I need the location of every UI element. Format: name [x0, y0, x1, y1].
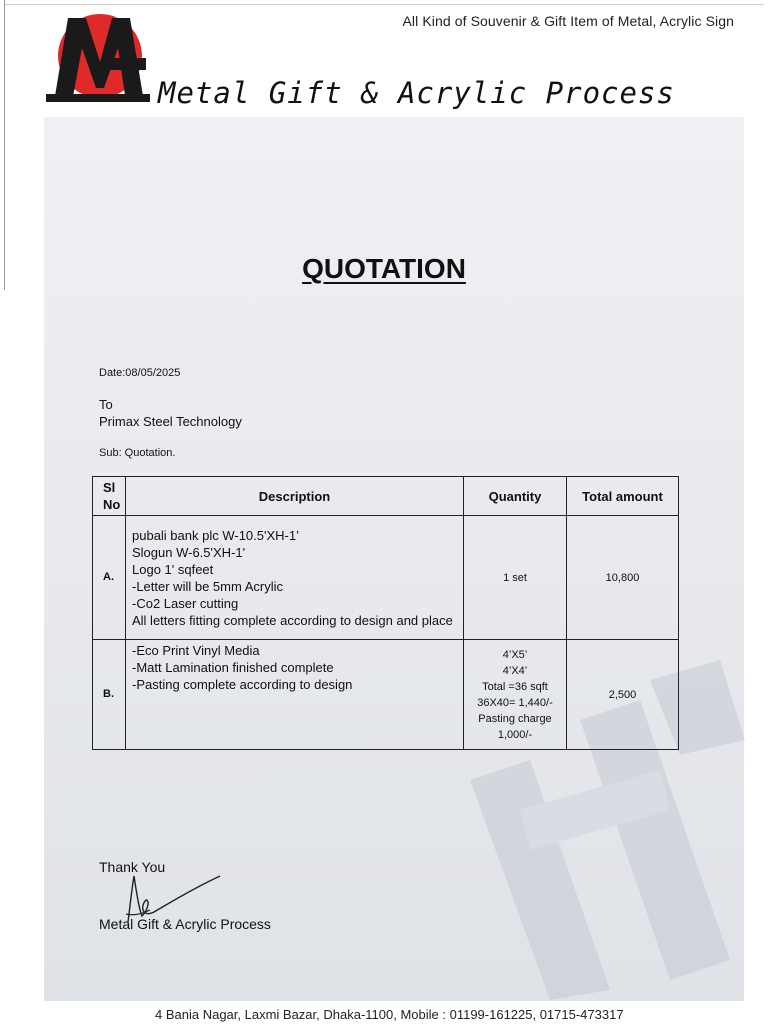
company-logo-icon — [46, 8, 150, 106]
description-line: -Co2 Laser cutting — [132, 595, 239, 611]
thank-you-text: Thank You — [99, 859, 166, 875]
quantity-line: 4’X4’ — [502, 664, 528, 677]
row-quantity — [464, 516, 567, 640]
table-row — [93, 516, 679, 640]
document-title: QUOTATION — [302, 253, 466, 284]
header-quantity: Quantity — [464, 477, 567, 516]
description-line: -Matt Lamination finished complete — [132, 660, 334, 675]
quotation-date: Date:08/05/2025 — [99, 367, 181, 379]
table-header-row — [93, 477, 679, 516]
quantity-line: 1,000/- — [497, 728, 533, 741]
quantity-line: 4’X5’ — [502, 648, 528, 661]
quantity-line: 36X40= 1,440/- — [477, 696, 553, 709]
description-line: Slogun W-6.5'XH-1' — [132, 544, 246, 560]
company-name: Metal Gift & Acrylic Process — [158, 76, 675, 110]
description-line: pubali bank plc W-10.5'XH-1’ — [132, 527, 299, 543]
table-row — [93, 640, 679, 750]
quotation-table — [92, 476, 679, 750]
quantity-line: Total =36 sqft — [482, 680, 548, 693]
description-line: Logo 1' sqfeet — [132, 561, 214, 577]
row-sl: B. — [93, 640, 126, 750]
signoff-company: Metal Gift & Acrylic Process — [99, 916, 271, 932]
header-total-amount: Total amount — [567, 477, 679, 516]
top-border — [4, 4, 764, 5]
description-line: -Pasting complete according to design — [132, 677, 353, 692]
header-sl-no: Sl No — [93, 477, 126, 516]
row-description — [126, 516, 464, 640]
description-line: All letters fitting complete according to design and place — [132, 612, 453, 628]
description-line: -Letter will be 5mm Acrylic — [132, 578, 283, 594]
header-tagline: All Kind of Souvenir & Gift Item of Metal, Acrylic Sign — [402, 13, 734, 29]
recipient-name: Primax Steel Technology — [99, 414, 242, 429]
to-label: To — [99, 397, 113, 412]
description-line: -Eco Print Vinyl Media — [132, 643, 260, 658]
subject-line: Sub: Quotation. — [99, 447, 176, 459]
row-description — [126, 640, 464, 750]
left-border — [4, 0, 5, 290]
row-total-amount: 2,500 — [567, 640, 679, 750]
header-description: Description — [126, 477, 464, 516]
row-total-amount: 10,800 — [567, 516, 679, 640]
row-sl: A. — [93, 516, 126, 640]
footer-address: 4 Bania Nagar, Laxmi Bazar, Dhaka-1100, Mobile : 01199-161225, 01715-473317 — [155, 1007, 624, 1022]
row-quantity — [464, 640, 567, 750]
quantity-line: 1 set — [503, 571, 527, 584]
quantity-line: Pasting charge — [478, 712, 552, 725]
